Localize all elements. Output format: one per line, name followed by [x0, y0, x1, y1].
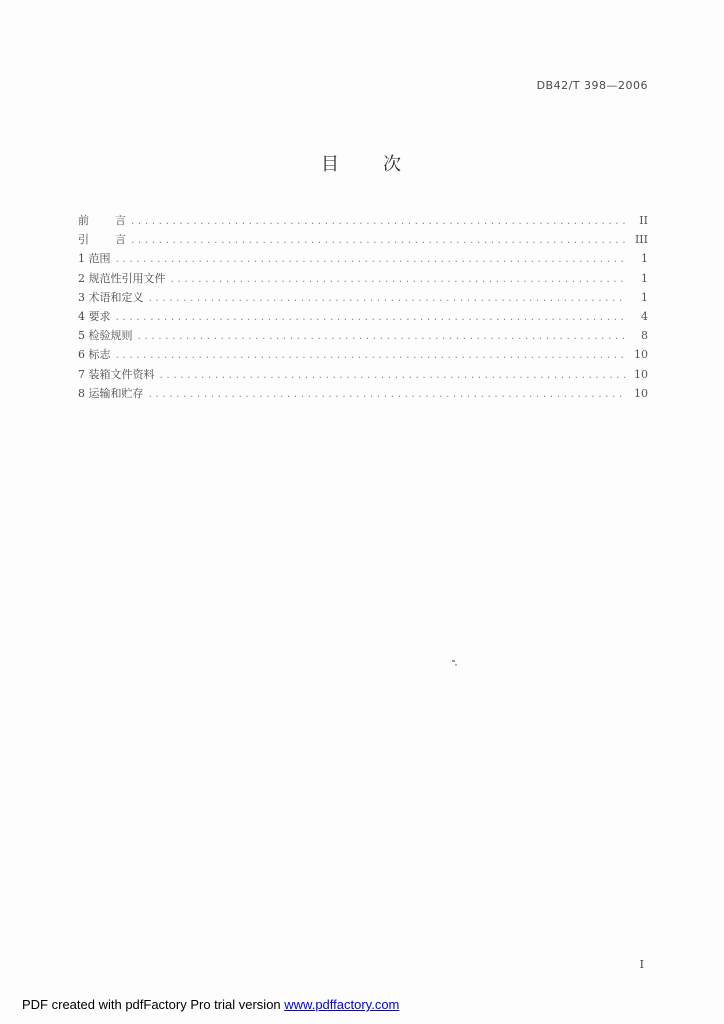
table-of-contents	[78, 212, 648, 404]
toc-leader-dots	[115, 313, 627, 323]
toc-entry-page: 4	[641, 309, 648, 323]
toc-entry-page: 8	[641, 329, 648, 343]
toc-entry-label: 8 运输和贮存	[78, 386, 144, 400]
toc-leader-dots	[115, 351, 627, 361]
toc-entry-inspection-rules[interactable]	[78, 327, 648, 346]
toc-entry-page: II	[639, 214, 648, 227]
toc-leader-dots	[115, 255, 627, 265]
toc-entry-scope[interactable]	[78, 250, 648, 269]
toc-entry-label: 6 标志	[78, 348, 111, 362]
toc-entry-label: 4 要求	[78, 309, 111, 323]
scan-speck	[455, 664, 457, 666]
toc-entry-introduction[interactable]	[78, 231, 648, 250]
footer-text: PDF created with pdfFactory Pro trial version	[22, 997, 285, 1012]
document-code: DB42/T 398—2006	[536, 79, 648, 92]
toc-entry-page: 1	[641, 290, 648, 304]
toc-entry-requirements[interactable]	[78, 308, 648, 327]
toc-entry-label: 3 术语和定义	[78, 290, 144, 304]
toc-entry-page: 10	[634, 386, 648, 400]
scan-speck	[452, 660, 455, 662]
toc-title	[0, 150, 724, 176]
toc-leader-dots	[170, 275, 627, 285]
toc-entry-page: III	[634, 233, 648, 247]
toc-entry-label: 5 检验规则	[78, 329, 133, 343]
page-number: I	[639, 958, 644, 971]
toc-leader-dots	[130, 217, 626, 227]
toc-title-part2: 次	[383, 154, 403, 175]
toc-entry-label: 7 装箱文件资料	[78, 367, 155, 381]
toc-title-part1: 目	[321, 154, 341, 175]
toc-entry-foreword[interactable]	[78, 212, 648, 231]
toc-entry-label: 引 言	[78, 233, 126, 247]
toc-entry-normative-references[interactable]	[78, 270, 648, 289]
toc-entry-page: 10	[634, 348, 648, 362]
toc-entry-marking[interactable]	[78, 346, 648, 365]
toc-leader-dots	[137, 332, 627, 342]
toc-entry-page: 10	[634, 367, 648, 381]
toc-entry-page: 1	[641, 252, 648, 266]
toc-leader-dots	[148, 390, 627, 400]
toc-leader-dots	[130, 236, 626, 246]
pdf-footer	[22, 997, 399, 1012]
toc-leader-dots	[159, 371, 627, 381]
toc-entry-page: 1	[641, 271, 648, 285]
toc-entry-label: 1 范围	[78, 252, 111, 266]
toc-entry-label: 前 言	[78, 214, 126, 227]
toc-leader-dots	[148, 294, 627, 304]
toc-entry-transport-storage[interactable]	[78, 385, 648, 404]
toc-entry-terms-definitions[interactable]	[78, 289, 648, 308]
toc-entry-packing-documents[interactable]	[78, 366, 648, 385]
toc-entry-label: 2 规范性引用文件	[78, 271, 166, 285]
pdffactory-link[interactable]: www.pdffactory.com	[284, 997, 400, 1012]
